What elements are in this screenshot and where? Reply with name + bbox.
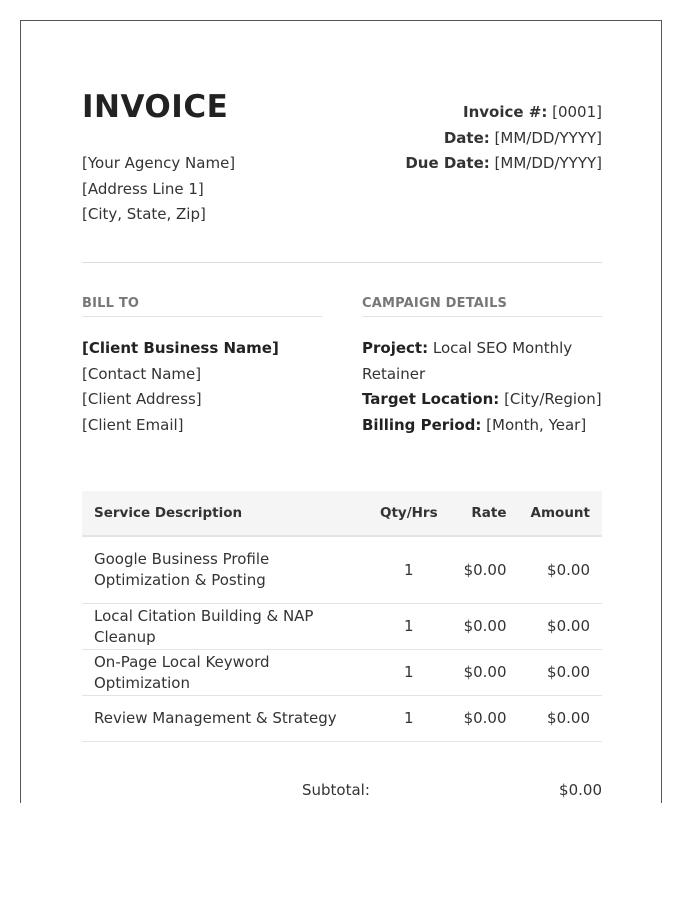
client-email: [Client Email] — [82, 415, 184, 434]
billing-period-label: Billing Period: — [362, 415, 482, 434]
table-row — [82, 604, 602, 650]
invoice-number: [0001] — [552, 103, 602, 121]
campaign-details — [362, 336, 602, 438]
invoice-meta — [405, 100, 602, 177]
bill-to-details — [82, 336, 322, 438]
project-line — [362, 336, 602, 387]
table-row — [82, 536, 602, 604]
campaign-details-heading: CAMPAIGN DETAILS — [362, 296, 602, 317]
due-date-line — [405, 151, 602, 177]
due-date-label: Due Date: — [405, 154, 490, 172]
invoice-sheet — [20, 20, 662, 803]
services-table — [82, 491, 602, 742]
agency-address-line-1: [Address Line 1] — [82, 179, 204, 198]
invoice-date-label: Date: — [443, 128, 490, 147]
project-value: Local SEO Monthly Retainer — [362, 339, 573, 383]
campaign-details-section — [362, 296, 602, 438]
column-header-qty: Qty/Hrs — [368, 491, 450, 536]
service-qty: 1 — [368, 536, 450, 604]
service-description: On-Page Local Keyword Optimization — [82, 650, 368, 696]
service-description: Local Citation Building & NAP Cleanup — [82, 604, 368, 650]
service-amount: $0.00 — [519, 536, 602, 604]
subtotal-label: Subtotal: — [302, 781, 370, 799]
service-qty: 1 — [368, 650, 450, 696]
table-row — [82, 650, 602, 696]
invoice-number-line — [405, 100, 602, 126]
service-description: Google Business Profile Optimization & Posting — [82, 536, 368, 604]
header-divider — [82, 262, 602, 263]
invoice-date: [MM/DD/YYYY] — [494, 128, 602, 147]
service-amount: $0.00 — [519, 604, 602, 650]
agency-city-state-zip: [City, State, Zip] — [82, 205, 206, 223]
invoice-date-line — [405, 126, 602, 152]
billing-period-value: [Month, Year] — [486, 415, 587, 434]
table-header-row — [82, 491, 602, 536]
service-rate: $0.00 — [450, 696, 519, 742]
service-rate: $0.00 — [450, 604, 519, 650]
service-qty: 1 — [368, 604, 450, 650]
service-qty: 1 — [368, 696, 450, 742]
target-location-value: [City/Region] — [504, 390, 602, 408]
client-contact-name: [Contact Name] — [82, 364, 202, 383]
bill-to-section — [82, 296, 322, 438]
column-header-amount: Amount — [519, 491, 602, 536]
client-business-name: [Client Business Name] — [82, 339, 279, 357]
service-amount: $0.00 — [519, 696, 602, 742]
client-address: [Client Address] — [82, 390, 202, 408]
column-header-description: Service Description — [82, 491, 368, 536]
agency-info — [82, 151, 235, 228]
due-date: [MM/DD/YYYY] — [494, 154, 602, 172]
service-amount: $0.00 — [519, 650, 602, 696]
billing-period-line — [362, 413, 602, 439]
table-row — [82, 696, 602, 742]
target-location-label: Target Location: — [362, 390, 500, 408]
subtotal-value: $0.00 — [559, 781, 602, 799]
bill-to-heading: BILL TO — [82, 296, 322, 317]
service-rate: $0.00 — [450, 536, 519, 604]
service-description: Review Management & Strategy — [82, 696, 368, 742]
project-label: Project: — [362, 339, 429, 357]
target-location-line — [362, 387, 602, 413]
agency-name: [Your Agency Name] — [82, 154, 236, 172]
invoice-title: INVOICE — [82, 89, 229, 125]
invoice-number-label: Invoice #: — [462, 103, 548, 121]
column-header-rate: Rate — [450, 491, 519, 536]
service-rate: $0.00 — [450, 650, 519, 696]
